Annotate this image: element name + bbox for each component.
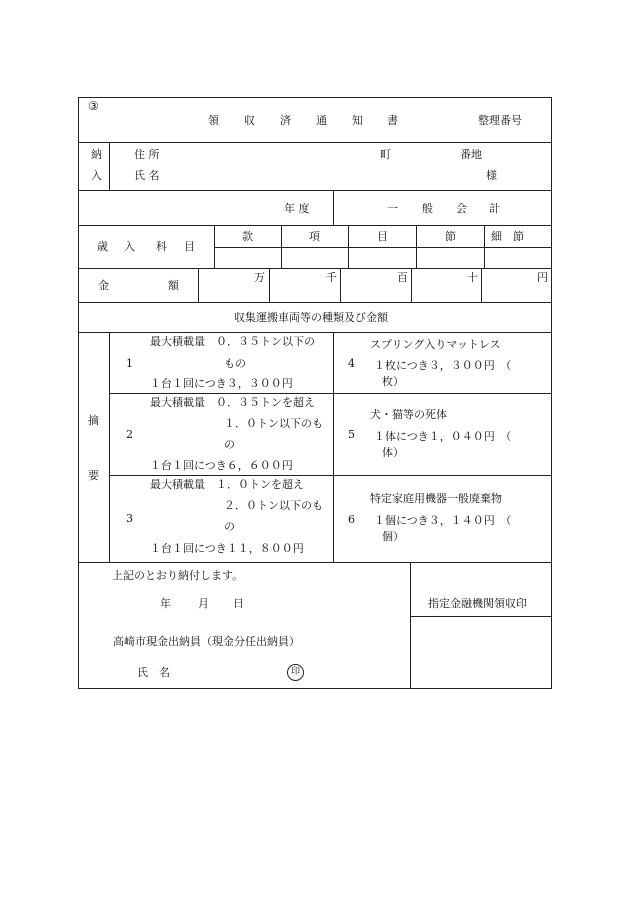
fee-item-number: 2	[126, 428, 133, 441]
fee-item-line: 枚）	[382, 375, 404, 388]
subject-label-char: 入	[124, 240, 135, 253]
address-label: 住 所	[134, 148, 160, 161]
fee-item-line: 最大積載量 ０．３５トン以下の	[150, 335, 315, 348]
amount-label-char: 金	[98, 279, 109, 292]
title-char: 収	[244, 114, 255, 127]
subject-column-label: 細 節	[491, 230, 524, 243]
ref-number-label: 整理番号	[478, 114, 522, 127]
fee-item-line: 体）	[382, 446, 404, 459]
fee-item-number: 5	[348, 428, 355, 441]
fee-item-line: 犬・猫等の死体	[370, 408, 447, 421]
fee-item-number: 1	[126, 357, 133, 370]
rule	[78, 562, 552, 563]
rule	[484, 225, 485, 269]
general-account-char: 会	[456, 202, 467, 215]
general-account-char: 計	[489, 202, 500, 215]
subject-label-char: 歳	[97, 240, 108, 253]
title-char: 通	[316, 114, 327, 127]
amount-unit: 万	[254, 271, 265, 284]
amount-unit: 円	[537, 271, 548, 284]
cashier-officer: 高崎市現金出納員（現金分任出納員）	[113, 635, 300, 648]
date-char: 日	[233, 597, 244, 610]
rule	[214, 225, 215, 269]
fee-table-title: 収集運搬車両等の種類及び金額	[234, 311, 388, 324]
general-account-char: 一	[387, 202, 398, 215]
subject-column-label: 目	[377, 230, 388, 243]
title-char: 知	[352, 114, 363, 127]
fee-item-line: の	[224, 438, 235, 451]
fee-item-line: １．０トン以下のも	[224, 417, 323, 430]
honorific: 様	[486, 169, 497, 182]
fee-item-line: ２．０トン以下のも	[224, 499, 323, 512]
officer-name-label: 氏 名	[137, 666, 170, 679]
fee-item-line: １個につき３，１４０円 （	[374, 514, 512, 527]
fee-item-number: 6	[348, 513, 355, 526]
rule	[109, 142, 110, 191]
rule	[78, 190, 552, 191]
rule	[416, 225, 417, 269]
rule	[410, 562, 411, 689]
outer-border-left	[78, 97, 79, 689]
fee-item-line: １枚につき３，３００円 （	[374, 359, 512, 372]
subject-column-label: 項	[309, 230, 320, 243]
title-char: 領	[208, 114, 219, 127]
fee-item-line: の	[224, 520, 235, 533]
fee-item-number: 4	[348, 357, 355, 370]
fee-item-line: スプリング入りマットレス	[370, 338, 501, 351]
payment-statement: 上記のとおり納付します。	[112, 569, 244, 582]
rule	[109, 332, 110, 563]
rule	[198, 268, 199, 303]
rule	[333, 332, 334, 563]
rule	[281, 225, 282, 269]
rule	[411, 268, 412, 303]
subject-label-char: 科	[156, 240, 167, 253]
amount-label-char: 額	[168, 279, 179, 292]
bank-receipt-stamp-label: 指定金融機関領収印	[428, 597, 527, 610]
rule	[340, 268, 341, 303]
rule	[348, 225, 349, 269]
outer-border-bottom	[78, 688, 552, 689]
rule	[481, 268, 482, 303]
payer-side-char: 納	[91, 148, 102, 161]
rule	[78, 225, 552, 226]
subject-label-char: 目	[184, 240, 195, 253]
subject-column-label: 節	[445, 230, 456, 243]
date-char: 年	[160, 597, 171, 610]
fee-item-line: １台１回につき１１，８００円	[150, 542, 304, 555]
fee-item-line: １体につき１，０４０円 （	[374, 430, 512, 443]
amount-unit: 十	[467, 271, 478, 284]
fee-item-line: 個）	[382, 530, 404, 543]
fee-item-line: １台１回につき３，３００円	[150, 377, 293, 390]
fee-item-line: 最大積載量 ０．３５トンを超え	[150, 396, 315, 409]
rule	[333, 190, 334, 226]
remarks-side-char: 摘	[88, 414, 99, 427]
fee-item-line: もの	[224, 357, 246, 370]
town-label: 町	[380, 148, 391, 161]
rule	[214, 247, 552, 248]
banchi-label: 番地	[460, 148, 482, 161]
fee-item-number: 3	[126, 512, 133, 525]
amount-unit: 百	[397, 271, 408, 284]
rule	[269, 268, 270, 303]
date-char: 月	[198, 597, 209, 610]
rule	[109, 393, 552, 394]
payer-side-char: 入	[91, 169, 102, 182]
general-account-char: 般	[422, 202, 433, 215]
circle-number: ③	[88, 99, 99, 113]
fee-item-line: １台１回につき６，６００円	[150, 459, 293, 472]
rule	[109, 475, 552, 476]
title-char: 済	[280, 114, 291, 127]
remarks-side-char: 要	[88, 469, 99, 482]
fee-item-line: 最大積載量 １．０トンを超え	[150, 478, 304, 491]
amount-unit: 千	[326, 271, 337, 284]
rule	[78, 332, 552, 333]
rule	[410, 616, 552, 617]
rule	[78, 142, 552, 143]
year-label: 年 度	[284, 202, 310, 215]
name-label: 氏 名	[134, 169, 160, 182]
fee-item-line: 特定家庭用機器一般廃棄物	[370, 492, 502, 505]
seal-mark: 印	[287, 664, 304, 681]
title-char: 書	[387, 114, 398, 127]
outer-border-top	[78, 97, 552, 98]
subject-column-label: 款	[242, 230, 253, 243]
